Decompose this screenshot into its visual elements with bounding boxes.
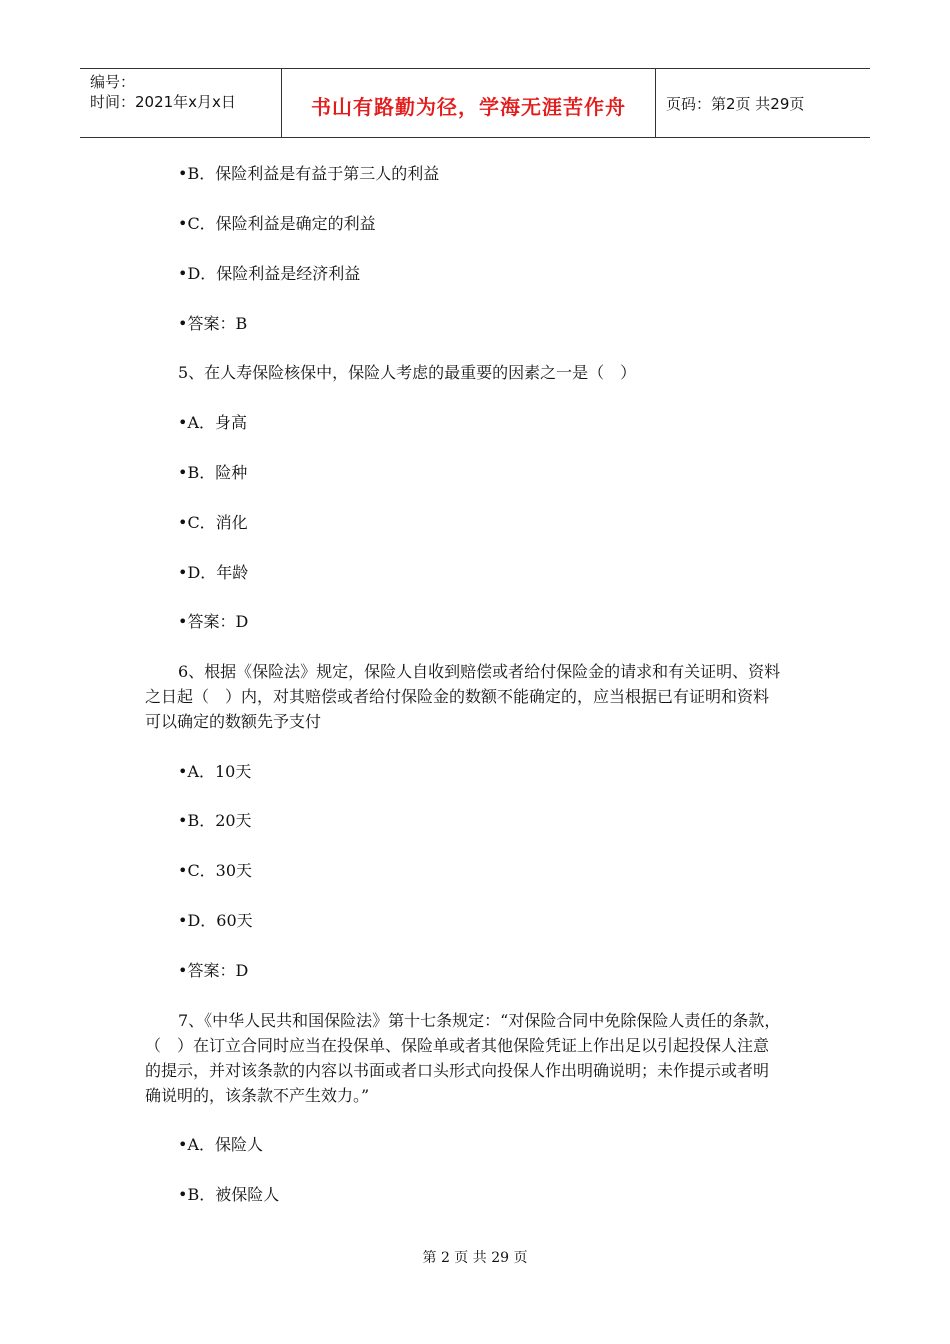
option-line: •B．保险利益是有益于第三人的利益 bbox=[178, 164, 440, 183]
header-right-cell bbox=[656, 69, 870, 137]
doc-number-label: 编号： bbox=[90, 73, 136, 91]
question-6-line-1: 6、根据《保险法》规定，保险人自收到赔偿或者给付保险金的请求和有关证明、资料 bbox=[178, 662, 781, 681]
header-page-info: 页码：第2页 共29页 bbox=[666, 95, 805, 113]
option-line: •C．30天 bbox=[178, 861, 253, 880]
question-7-line-2: （ ）在订立合同时应当在投保单、保险单或者其他保险凭证上作出足以引起投保人注意 bbox=[145, 1036, 770, 1055]
page-footer: 第 2 页 共 29 页 bbox=[422, 1250, 528, 1266]
page-header bbox=[80, 68, 870, 138]
header-left-cell bbox=[80, 69, 282, 137]
question-6-line-2: 之日起（ ）内，对其赔偿或者给付保险金的数额不能确定的，应当根据已有证明和资料 bbox=[145, 687, 770, 706]
option-line: •B．被保险人 bbox=[178, 1185, 280, 1204]
option-line: •A．保险人 bbox=[178, 1135, 263, 1154]
question-7-line-3: 的提示，并对该条款的内容以书面或者口头形式向投保人作出明确说明；未作提示或者明 bbox=[145, 1061, 770, 1080]
option-line: •D．年龄 bbox=[178, 563, 249, 582]
option-line: •B．险种 bbox=[178, 463, 248, 482]
header-middle-cell bbox=[282, 69, 656, 137]
option-line: •A．身高 bbox=[178, 413, 247, 432]
option-line: •D．保险利益是经济利益 bbox=[178, 264, 361, 283]
doc-time-label: 时间：2021年x月x日 bbox=[90, 93, 236, 111]
question-5: 5、在人寿保险核保中，保险人考虑的最重要的因素之一是（ ） bbox=[178, 363, 637, 382]
option-line: •C．消化 bbox=[178, 513, 248, 532]
question-7-line-4: 确说明的，该条款不产生效力。” bbox=[145, 1086, 370, 1105]
question-7-line-1: 7、《中华人民共和国保险法》第十七条规定：“对保险合同中免除保险人责任的条款， bbox=[178, 1011, 781, 1030]
header-motto: 书山有路勤为径，学海无涯苦作舟 bbox=[311, 95, 626, 119]
answer-line: •答案：D bbox=[178, 612, 249, 631]
question-6-line-3: 可以确定的数额先予支付 bbox=[145, 712, 322, 731]
option-line: •D．60天 bbox=[178, 911, 253, 930]
answer-line: •答案：B bbox=[178, 314, 248, 333]
answer-line: •答案：D bbox=[178, 961, 249, 980]
option-line: •B．20天 bbox=[178, 811, 252, 830]
option-line: •C．保险利益是确定的利益 bbox=[178, 214, 376, 233]
option-line: •A．10天 bbox=[178, 762, 252, 781]
